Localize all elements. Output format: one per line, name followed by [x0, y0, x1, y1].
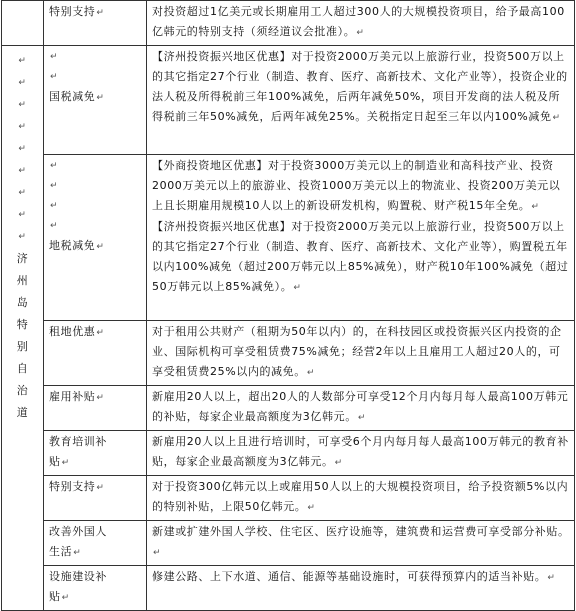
content-cell: 新雇用20人以上且进行培训时，可享受6个月内每月每人最高100万韩元的教育补贴，每家企业最高额度为3亿韩元。↵: [147, 431, 575, 476]
category-cell: 特别支持↵: [44, 476, 147, 521]
region-cell-top: [2, 1, 44, 46]
table-row: [2, 46, 575, 155]
region-cell: ↵ ↵ ↵ ↵ ↵ ↵ ↵ ↵ ↵ 济 州 岛 特 别 自 治 道: [2, 46, 44, 611]
table-row: [2, 386, 575, 431]
category-cell: 设施建设补贴↵: [44, 566, 147, 611]
content-cell: 对于投资300亿韩元以上或雇用50人以上的大规模投资项目，给予投资额5%以内的特别补贴，上限50亿韩元。↵: [147, 476, 575, 521]
content-cell: 【外商投资地区优惠】对于投资3000万美元以上的制造业和高科技产业、投资2000万美元以上的旅游业、投资1000万美元以上的物流业、投资200万美元以上且长期雇用规模10人以上的新设研发机构，购置税、财产税15年全免。↵ 【济州投资振兴地区优惠】对于投资2000万美元以上旅游行业，投资500万以上的其它指定27个行业（制造、教育、医疗、高新技术、文化产业等），购置税五年以内100%减免（超过200万韩元以上85%减免），财产税10年100%减免（超过50万韩元以上85%减免）。↵: [147, 155, 575, 321]
content-cell: 修建公路、上下水道、通信、能源等基础设施时，可获得预算内的适当补贴。↵: [147, 566, 575, 611]
category-cell: 租地优惠↵: [44, 321, 147, 386]
table-row: [2, 521, 575, 566]
incentive-table: [1, 0, 575, 611]
table-row: [2, 321, 575, 386]
content-cell: 对投资超过1亿美元或长期雇用工人超过300人的大规模投资项目，给予最高100亿韩元的特别支持（须经道议会批准）。↵: [147, 1, 575, 46]
category-cell: ↵ ↵ 国税减免↵: [44, 46, 147, 155]
content-cell: 新建或扩建外国人学校、住宅区、医疗设施等，建筑费和运营费可享受部分补贴。↵: [147, 521, 575, 566]
region-name: 济: [16, 252, 29, 265]
content-cell: 新雇用20人以上，超出20人的人数部分可享受12个月内每月每人最高100万韩元的补贴，每家企业最高额度为3亿韩元。↵: [147, 386, 575, 431]
category-cell: 教育培训补贴↵: [44, 431, 147, 476]
content-cell: 对于租用公共财产（租期为50年以内）的，在科技园区或投资振兴区内投资的企业、国际机构可享受租赁费75%减免；经营2年以上且雇用工人超过20人的，可享受租赁费25%以内的减免。↵: [147, 321, 575, 386]
category-cell: 改善外国人生活↵: [44, 521, 147, 566]
table-row: [2, 431, 575, 476]
category-cell: ↵ ↵ ↵ ↵ 地税减免↵: [44, 155, 147, 321]
content-cell: 【济州投资振兴地区优惠】对于投资2000万美元以上旅游行业，投资500万以上的其它指定27个行业（制造、教育、医疗、高新技术、文化产业等），投资企业的法人税及所得税前三年100%减免，后两年减免50%，项目开发商的法人税及所得税前三年50%减免，后两年减免25%。关税指定日起至三年以内100%减免↵: [147, 46, 575, 155]
table-row: [2, 476, 575, 521]
category-cell: 雇用补贴↵: [44, 386, 147, 431]
table-row: [2, 1, 575, 46]
category-cell: 特别支持↵: [44, 1, 147, 46]
table-row: [2, 155, 575, 321]
